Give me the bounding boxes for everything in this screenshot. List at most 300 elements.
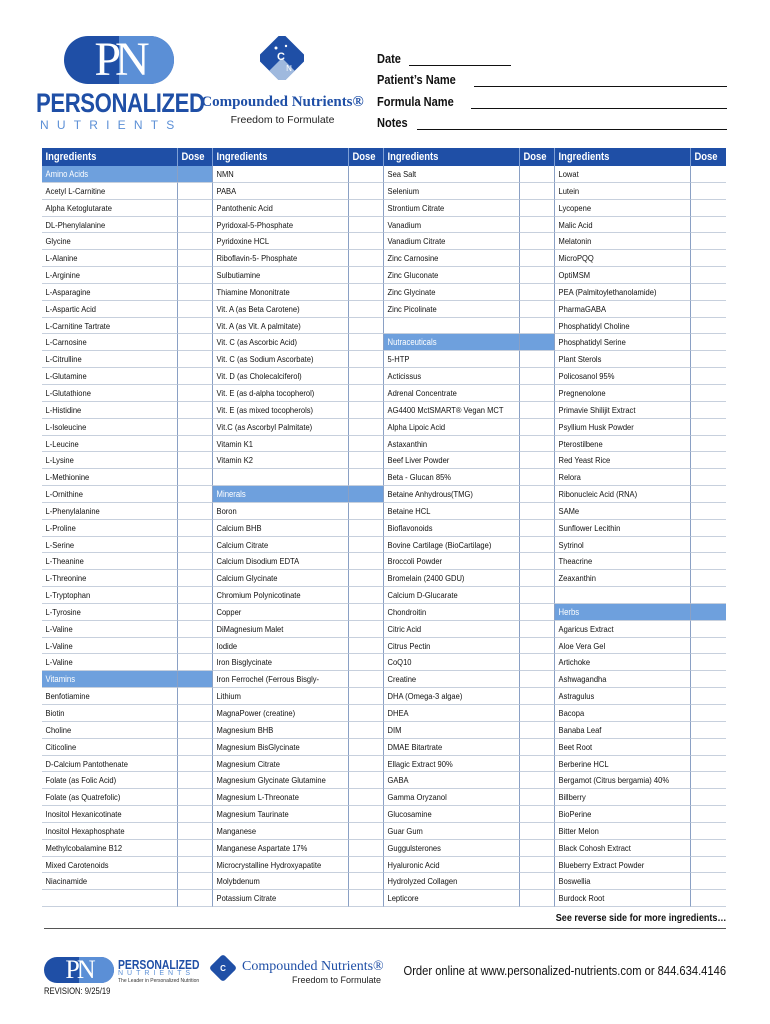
ingredient-cell: Acticissus [384,368,520,385]
footer-pn-logo [44,955,200,985]
ingredient-cell: DL-Phenylalanine [42,217,178,234]
table-row [42,284,726,301]
dose-cell[interactable] [691,705,726,722]
ingredient-cell: L-Threonine [42,570,178,587]
ingredient-cell: Hyaluronic Acid [384,857,520,874]
dose-cell[interactable] [520,385,555,402]
dose-cell[interactable] [691,873,726,890]
ingredient-cell: Glycine [42,233,178,250]
ingredient-cell: Astaxanthin [384,436,520,453]
dose-cell[interactable] [349,250,384,267]
dose-cell[interactable] [520,419,555,436]
ingredients-table [42,148,726,907]
table-row [42,166,726,183]
ingredient-cell: Pyridoxal-5-Phosphate [213,217,349,234]
dose-cell[interactable] [349,469,384,486]
dose-cell[interactable] [520,402,555,419]
dose-cell[interactable] [178,688,213,705]
table-row [42,654,726,671]
dose-cell[interactable] [349,654,384,671]
dose-cell[interactable] [349,267,384,284]
ingredient-cell: Vit. A (as Vit. A palmitate) [213,318,349,335]
table-row [42,402,726,419]
dose-cell[interactable] [520,638,555,655]
ingredient-cell: Red Yeast Rice [555,452,691,469]
ingredient-cell: Adrenal Concentrate [384,385,520,402]
dose-cell[interactable] [349,772,384,789]
dose-cell[interactable] [691,570,726,587]
dose-cell[interactable] [520,587,555,604]
dose-cell[interactable] [178,368,213,385]
table-row [42,351,726,368]
ingredient-cell: Beef Liver Powder [384,452,520,469]
dose-cell[interactable] [178,200,213,217]
dose-cell[interactable] [691,739,726,756]
dose-cell[interactable] [691,436,726,453]
dose-cell[interactable] [520,351,555,368]
ingredient-cell: L-Theanine [42,553,178,570]
ingredient-cell: Alpha Lipoic Acid [384,419,520,436]
dose-cell[interactable] [349,520,384,537]
dose-header: Dose [349,148,384,166]
ingredient-cell: Vit. E (as d-alpha tocopherol) [213,385,349,402]
dose-cell[interactable] [520,183,555,200]
ingredient-cell [384,318,520,335]
dose-cell[interactable] [349,452,384,469]
dose-cell[interactable] [349,334,384,351]
dose-cell[interactable] [520,537,555,554]
dose-cell[interactable] [520,469,555,486]
patient-name-field[interactable] [377,66,727,88]
dose-cell[interactable] [520,503,555,520]
dose-cell[interactable] [178,654,213,671]
dose-cell[interactable] [520,621,555,638]
ingredient-cell: Sunflower Lecithin [555,520,691,537]
dose-cell[interactable] [691,857,726,874]
dose-cell[interactable] [349,301,384,318]
table-header [42,148,726,166]
dose-cell[interactable] [691,334,726,351]
dose-cell[interactable] [178,739,213,756]
patient-line[interactable] [474,72,727,87]
dose-cell[interactable] [520,368,555,385]
dose-cell[interactable] [520,570,555,587]
dose-cell[interactable] [349,402,384,419]
dose-cell[interactable] [349,200,384,217]
dose-cell[interactable] [349,217,384,234]
dose-cell[interactable] [178,318,213,335]
dose-cell[interactable] [178,334,213,351]
dose-cell[interactable] [178,284,213,301]
ingredient-cell: L-Citrulline [42,351,178,368]
dose-cell[interactable] [349,756,384,773]
dose-cell[interactable] [691,452,726,469]
dose-cell[interactable] [520,857,555,874]
dose-cell[interactable] [520,250,555,267]
ingredients-header: Ingredients [555,148,691,166]
dose-cell[interactable] [349,318,384,335]
dose-cell[interactable] [691,520,726,537]
dose-cell[interactable] [520,452,555,469]
dose-cell[interactable] [349,604,384,621]
dose-cell[interactable] [178,789,213,806]
date-line[interactable] [409,51,511,66]
dose-cell[interactable] [691,351,726,368]
dose-cell[interactable] [691,654,726,671]
dose-cell[interactable] [178,772,213,789]
dose-cell[interactable] [520,789,555,806]
table-row [42,688,726,705]
dose-cell[interactable] [349,739,384,756]
dose-cell[interactable] [520,436,555,453]
ingredient-cell: Lowat [555,166,691,183]
dose-cell[interactable] [349,503,384,520]
ingredient-cell: Pyridoxine HCL [213,233,349,250]
dose-cell[interactable] [349,873,384,890]
ingredient-cell: Vit. C (as Sodium Ascorbate) [213,351,349,368]
dose-cell[interactable] [178,638,213,655]
dose-cell[interactable] [691,553,726,570]
ingredient-cell: Inositol Hexaphosphate [42,823,178,840]
table-row [42,537,726,554]
dose-cell[interactable] [178,722,213,739]
ingredient-cell: SAMe [555,503,691,520]
ingredient-cell: DiMagnesium Malet [213,621,349,638]
dose-cell[interactable] [691,890,726,907]
dose-cell[interactable] [691,756,726,773]
ingredient-cell: Guar Gum [384,823,520,840]
brand-subtitle: NUTRIENTS [118,970,195,977]
ingredient-cell: Folate (as Folic Acid) [42,772,178,789]
dose-cell[interactable] [691,301,726,318]
dose-cell[interactable] [520,705,555,722]
dose-cell[interactable] [178,806,213,823]
dose-cell[interactable] [349,857,384,874]
dose-cell[interactable] [520,823,555,840]
dose-cell[interactable] [178,537,213,554]
dose-cell[interactable] [349,385,384,402]
ingredient-cell: Banaba Leaf [555,722,691,739]
revision-date: REVISION: 9/25/19 [44,986,111,996]
ingredient-cell: Iron Bisglycinate [213,654,349,671]
table-row [42,823,726,840]
dose-cell[interactable] [178,873,213,890]
ingredient-cell: Magnesium BHB [213,722,349,739]
dose-cell[interactable] [349,789,384,806]
dose-cell[interactable] [520,301,555,318]
dose-cell[interactable] [691,638,726,655]
ingredient-cell: Vit. A (as Beta Carotene) [213,301,349,318]
dose-cell[interactable] [178,823,213,840]
dose-cell[interactable] [178,890,213,907]
ingredient-cell: Psyllium Husk Powder [555,419,691,436]
dose-cell[interactable] [691,486,726,503]
dose-cell[interactable] [178,503,213,520]
dose-cell[interactable] [691,772,726,789]
section-header: Minerals [213,486,349,503]
dose-cell[interactable] [349,671,384,688]
ingredient-cell: Betaine Anhydrous(TMG) [384,486,520,503]
dose-cell[interactable] [691,469,726,486]
dose-cell[interactable] [178,486,213,503]
ingredient-cell: Bitter Melon [555,823,691,840]
ingredient-cell: Calcium BHB [213,520,349,537]
ingredient-cell: L-Valine [42,638,178,655]
dose-cell[interactable] [178,436,213,453]
dose-cell[interactable] [520,756,555,773]
table-row [42,183,726,200]
dose-cell[interactable] [691,200,726,217]
ingredient-cell: Zinc Glycinate [384,284,520,301]
table-row [42,217,726,234]
ingredient-cell: Calcium Citrate [213,537,349,554]
ingredient-cell: AG4400 MctSMART® Vegan MCT [384,402,520,419]
dose-cell[interactable] [691,789,726,806]
dose-cell[interactable] [520,200,555,217]
dose-cell[interactable] [349,553,384,570]
dose-cell[interactable] [691,840,726,857]
ingredient-cell: L-Carnosine [42,334,178,351]
ingredient-cell: CoQ10 [384,654,520,671]
dose-cell[interactable] [178,840,213,857]
dose-cell[interactable] [349,166,384,183]
ingredient-cell: Choline [42,722,178,739]
table-row [42,553,726,570]
formula-line[interactable] [471,94,727,109]
dose-cell[interactable] [520,806,555,823]
dose-cell[interactable] [691,402,726,419]
ingredient-cell: Pantothenic Acid [213,200,349,217]
dose-cell[interactable] [520,233,555,250]
dose-cell[interactable] [178,570,213,587]
notes-line[interactable] [417,115,727,130]
dose-cell[interactable] [520,654,555,671]
dose-cell[interactable] [178,520,213,537]
table-row [42,840,726,857]
table-row [42,570,726,587]
ingredient-cell: Iron Ferrochel (Ferrous Bisgly- [213,671,349,688]
dose-cell[interactable] [178,621,213,638]
dose-cell[interactable] [349,537,384,554]
dose-cell[interactable] [691,250,726,267]
dose-cell[interactable] [520,284,555,301]
cn-badge-letter-n: N [286,64,292,73]
dose-cell[interactable] [691,503,726,520]
ingredient-cell: Strontium Citrate [384,200,520,217]
cn-badge-icon [260,36,304,80]
ingredient-cell: Calcium D-Glucarate [384,587,520,604]
dose-cell[interactable] [691,621,726,638]
dose-cell[interactable] [520,739,555,756]
dose-cell[interactable] [520,688,555,705]
ingredient-cell: L-Histidine [42,402,178,419]
dose-cell[interactable] [691,806,726,823]
dose-cell[interactable] [178,756,213,773]
dose-cell[interactable] [691,217,726,234]
dose-cell[interactable] [178,419,213,436]
dose-cell[interactable] [691,183,726,200]
dose-cell[interactable] [349,570,384,587]
dose-cell[interactable] [178,217,213,234]
dose-cell[interactable] [520,166,555,183]
ingredient-cell: L-Tyrosine [42,604,178,621]
dose-cell[interactable] [520,873,555,890]
dose-cell[interactable] [520,840,555,857]
ingredient-cell: Magnesium Taurinate [213,806,349,823]
dose-cell[interactable] [520,318,555,335]
dose-cell[interactable] [691,368,726,385]
ingredient-cell: Beta - Glucan 85% [384,469,520,486]
ingredient-cell: L-Alanine [42,250,178,267]
ingredient-cell: Magnesium L-Threonate [213,789,349,806]
dose-cell[interactable] [691,318,726,335]
dose-cell[interactable] [520,486,555,503]
dose-cell[interactable] [520,520,555,537]
dose-cell [178,166,213,183]
dose-cell [691,604,726,621]
dose-cell[interactable] [520,772,555,789]
ingredient-cell [213,469,349,486]
table-row [42,334,726,351]
dose-cell[interactable] [178,587,213,604]
table-row [42,267,726,284]
footer-divider [44,928,726,929]
dose-cell[interactable] [349,840,384,857]
dose-cell[interactable] [349,284,384,301]
dose-cell[interactable] [178,233,213,250]
dose-cell[interactable] [178,469,213,486]
dose-cell[interactable] [349,587,384,604]
ingredient-cell: Chromium Polynicotinate [213,587,349,604]
dose-cell[interactable] [691,688,726,705]
dose-cell[interactable] [520,890,555,907]
cn-brand-name: Compounded Nutrients® [201,94,364,110]
formula-name-field[interactable] [377,87,727,109]
dose-cell[interactable] [178,301,213,318]
table-row [42,873,726,890]
ingredient-cell: Astragulus [555,688,691,705]
pn-monogram: PN [65,955,93,984]
ingredient-cell: Artichoke [555,654,691,671]
dose-cell[interactable] [178,705,213,722]
ingredient-cell: Ribonucleic Acid (RNA) [555,486,691,503]
ingredient-cell: NMN [213,166,349,183]
ingredient-cell: BioPerine [555,806,691,823]
table-row [42,756,726,773]
dose-cell[interactable] [520,553,555,570]
ingredient-cell: L-Glutamine [42,368,178,385]
ingredient-cell: Methylcobalamine B12 [42,840,178,857]
dose-cell[interactable] [691,671,726,688]
dose-cell[interactable] [178,250,213,267]
dose-cell[interactable] [691,267,726,284]
dose-cell[interactable] [178,385,213,402]
dose-cell[interactable] [178,351,213,368]
cn-badge-letter-c: C [277,51,285,63]
dose-cell[interactable] [691,385,726,402]
ingredient-cell: Broccoli Powder [384,553,520,570]
ingredient-cell: Lepticore [384,890,520,907]
dose-cell[interactable] [349,419,384,436]
dose-cell[interactable] [520,671,555,688]
ingredient-cell: Magnesium BisGlycinate [213,739,349,756]
dose-cell[interactable] [520,267,555,284]
table-row [42,739,726,756]
dose-cell[interactable] [520,217,555,234]
order-online-text[interactable]: Order online at www.personalized-nutrients.com or 844.634.4146 [403,963,726,978]
dose-cell[interactable] [691,823,726,840]
dose-cell[interactable] [178,183,213,200]
dose-cell[interactable] [178,267,213,284]
dose-cell[interactable] [520,722,555,739]
dose-cell[interactable] [349,233,384,250]
dose-cell[interactable] [349,638,384,655]
dose-cell[interactable] [349,722,384,739]
ingredient-cell: Relora [555,469,691,486]
ingredient-cell: Folate (as Quatrefolic) [42,789,178,806]
table-row [42,368,726,385]
dose-cell[interactable] [520,604,555,621]
ingredient-cell: Beet Root [555,739,691,756]
dose-cell[interactable] [691,166,726,183]
dose-cell[interactable] [349,351,384,368]
dose-cell[interactable] [691,537,726,554]
dose-cell[interactable] [691,419,726,436]
table-row [42,890,726,907]
dose-cell[interactable] [178,402,213,419]
dose-cell[interactable] [691,587,726,604]
notes-label: Notes [377,115,408,130]
table-row [42,638,726,655]
ingredient-cell: L-Isoleucine [42,419,178,436]
ingredient-cell: Ellagic Extract 90% [384,756,520,773]
ingredient-cell: Lycopene [555,200,691,217]
dose-cell[interactable] [691,233,726,250]
ingredient-cell: Zinc Gluconate [384,267,520,284]
dose-cell[interactable] [691,722,726,739]
dose-cell[interactable] [349,183,384,200]
dose-cell[interactable] [178,553,213,570]
dose-cell[interactable] [349,705,384,722]
compounded-nutrients-logo [200,36,365,132]
dose-cell [349,486,384,503]
cn-badge-icon [210,955,236,981]
dose-cell[interactable] [349,890,384,907]
dose-cell[interactable] [349,621,384,638]
date-field[interactable] [377,44,727,66]
ingredient-cell: L-Tryptophan [42,587,178,604]
dose-cell[interactable] [349,436,384,453]
ingredient-cell: L-Glutathione [42,385,178,402]
ingredient-cell: Benfotiamine [42,688,178,705]
dose-cell[interactable] [349,368,384,385]
dose-cell[interactable] [349,688,384,705]
ingredient-cell: Manganese [213,823,349,840]
dose-cell[interactable] [349,806,384,823]
personalized-nutrients-logo [36,33,205,132]
ingredient-cell: Inositol Hexanicotinate [42,806,178,823]
dose-cell[interactable] [691,284,726,301]
date-label: Date [377,50,401,66]
ingredient-cell: D-Calcium Pantothenate [42,756,178,773]
dose-cell[interactable] [178,604,213,621]
dose-cell[interactable] [178,452,213,469]
table-row [42,722,726,739]
dose-cell[interactable] [178,857,213,874]
notes-field[interactable] [377,109,727,131]
ingredient-cell: Vit. C (as Ascorbic Acid) [213,334,349,351]
dose-cell[interactable] [349,823,384,840]
